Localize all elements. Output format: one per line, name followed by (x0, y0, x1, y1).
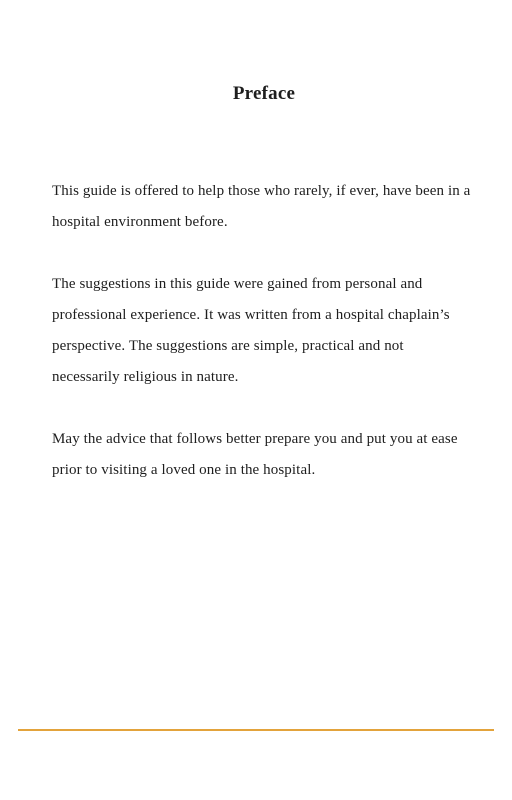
paragraph-2: The suggestions in this guide were gained from personal and professional experience. It was written from a hospital chaplain’s perspective. The suggestions are simple, practical and not necessarily religious in nature. (52, 276, 450, 385)
preface-body (52, 176, 474, 517)
paragraph-3: May the advice that follows better prepare you and put you at ease prior to visiting a loved one in the hospital. (52, 431, 458, 478)
paragraph-1: This guide is offered to help those who rarely, if ever, have been in a hospital environment before. (52, 183, 471, 230)
footer-divider (18, 729, 494, 731)
page-title: Preface (232, 83, 296, 104)
